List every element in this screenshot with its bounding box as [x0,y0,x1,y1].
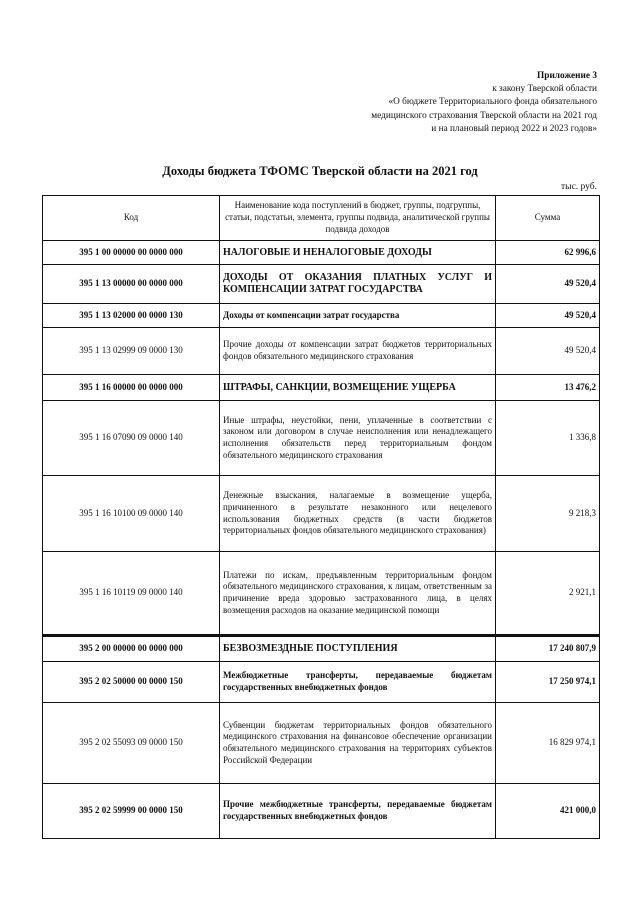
row-code: 395 1 16 10100 09 0000 140 [43,476,220,552]
header-name: Наименование кода поступлений в бюджет, группы, подгруппы, статьи, подстатьи, элемента, группы подвида, аналитической группы подвида доходов [220,196,496,241]
row-sum: 49 520,4 [496,304,600,328]
row-code: 395 1 16 10119 09 0000 140 [43,552,220,636]
row-name: Иные штрафы, неустойки, пени, уплаченные в соответствии с законом или договором в случае неисполнения или ненадлежащего исполнения обязательств перед территориальным фондом обязательного медицинского страхования [220,401,496,476]
row-name: Доходы от компенсации затрат государства [220,304,496,328]
row-name: Денежные взыскания, налагаемые в возмещение ущерба, причиненного в результате незаконного или нецелевого использования бюджетных средств (в части бюджетов территориальных фондов обязательного медицинского страхования) [220,476,496,552]
row-sum: 49 520,4 [496,265,600,304]
row-code: 395 1 13 02999 09 0000 130 [43,328,220,375]
row-sum: 17 240 807,9 [496,636,600,662]
row-code: 395 2 00 00000 00 0000 000 [43,636,220,662]
table-row [43,552,600,636]
table-row [43,703,600,784]
appendix-line: медицинского страхования Тверской области на 2021 год [371,110,597,121]
row-sum: 1 336,8 [496,401,600,476]
row-code: 395 2 02 55093 09 0000 150 [43,703,220,784]
row-name: ШТРАФЫ, САНКЦИИ, ВОЗМЕЩЕНИЕ УЩЕРБА [220,375,496,401]
row-name: Субвенции бюджетам территориальных фондов обязательного медицинского страхования на финансовое обеспечение организации обязательного медицинского страхования на территориях субъектов Российской Федерации [220,703,496,784]
table-row [43,636,600,662]
table-row [43,784,600,839]
row-sum: 49 520,4 [496,328,600,375]
row-code: 395 2 02 59999 00 0000 150 [43,784,220,839]
table-row [43,328,600,375]
unit-label: тыс. руб. [561,182,597,192]
row-name: ДОХОДЫ ОТ ОКАЗАНИЯ ПЛАТНЫХ УСЛУГ И КОМПЕНСАЦИИ ЗАТРАТ ГОСУДАРСТВА [220,265,496,304]
row-name: Прочие доходы от компенсации затрат бюджетов территориальных фондов обязательного медицинского страхования [220,328,496,375]
table-row [43,662,600,703]
appendix-line: «О бюджете Территориального фонда обязательного [388,97,597,108]
table-row [43,401,600,476]
appendix-line: к закону Тверской области [492,84,597,95]
appendix-title: Приложение 3 [537,71,597,81]
row-code: 395 2 02 50000 00 0000 150 [43,662,220,703]
row-code: 395 1 13 00000 00 0000 000 [43,265,220,304]
row-code: 395 1 13 02000 00 0000 130 [43,304,220,328]
row-sum: 421 000,0 [496,784,600,839]
row-name: БЕЗВОЗМЕЗДНЫЕ ПОСТУПЛЕНИЯ [220,636,496,662]
row-sum: 62 996,6 [496,241,600,265]
appendix-note [371,70,597,136]
income-table [42,195,600,839]
row-name: Прочие межбюджетные трансферты, передаваемые бюджетам государственных внебюджетных фондов [220,784,496,839]
row-sum: 13 476,2 [496,375,600,401]
row-name: Межбюджетные трансферты, передаваемые бюджетам государственных внебюджетных фондов [220,662,496,703]
row-sum: 9 218,3 [496,476,600,552]
row-code: 395 1 00 00000 00 0000 000 [43,241,220,265]
table-row [43,304,600,328]
document-title: Доходы бюджета ТФОМС Тверской области на 2021 год [162,164,478,178]
table-header-row [43,196,600,241]
table-row [43,241,600,265]
appendix-line: и на плановый период 2022 и 2023 годов» [431,123,597,134]
row-name: НАЛОГОВЫЕ И НЕНАЛОГОВЫЕ ДОХОДЫ [220,241,496,265]
row-sum: 17 250 974,1 [496,662,600,703]
header-sum: Сумма [496,196,600,241]
table-row [43,265,600,304]
row-sum: 16 829 974,1 [496,703,600,784]
header-code: Код [43,196,220,241]
table-row [43,476,600,552]
row-code: 395 1 16 00000 00 0000 000 [43,375,220,401]
row-sum: 2 921,1 [496,552,600,636]
row-name: Платежи по искам, предъявленным территориальным фондом обязательного медицинского страхования, к лицам, ответственным за причинение вреда здоровью застрахованного лица, в целях возмещения расходов на оказание медицинской помощи [220,552,496,636]
table-row [43,375,600,401]
row-code: 395 1 16 07090 09 0000 140 [43,401,220,476]
